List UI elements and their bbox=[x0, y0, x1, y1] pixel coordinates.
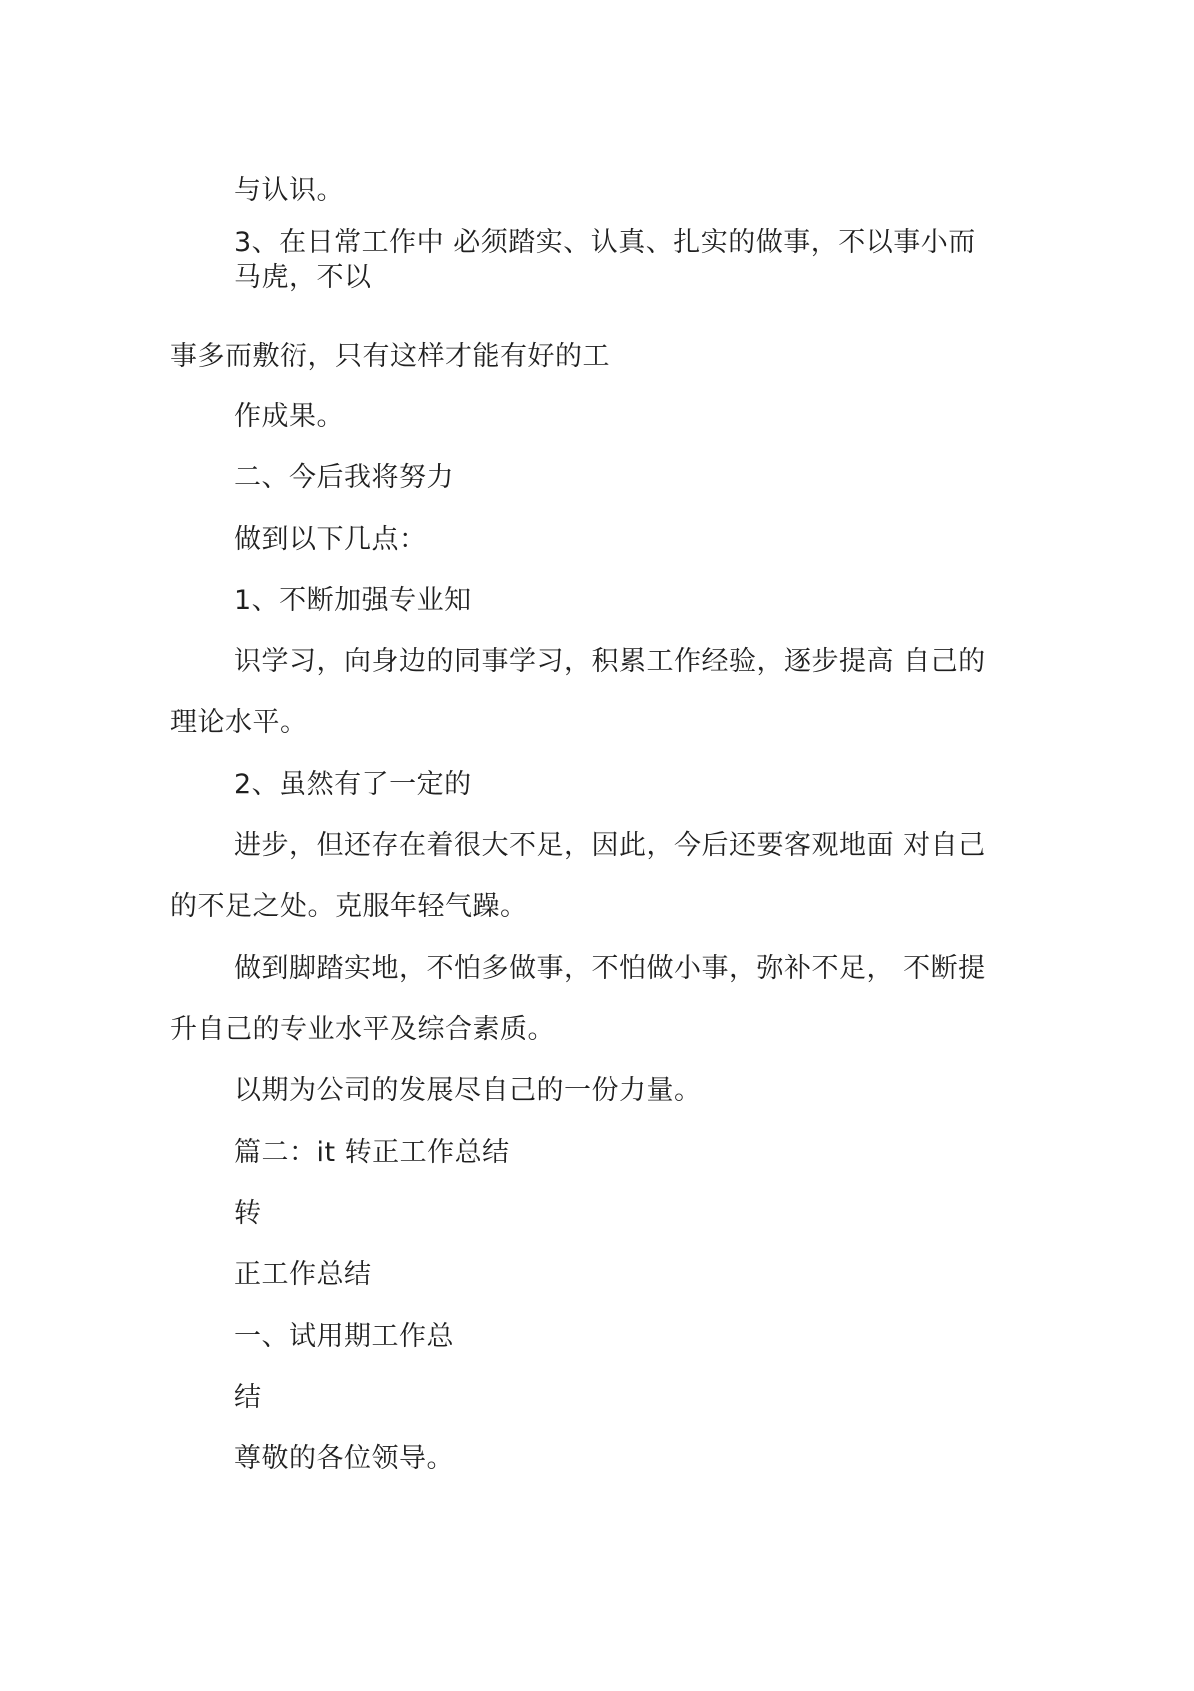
text-line: 3、在日常工作中 必须踏实、认真、扎实的做事，不以事小而 bbox=[234, 227, 976, 258]
text-line: 作成果。 bbox=[234, 401, 344, 432]
section-heading: 篇二：it 转正工作总结 bbox=[234, 1137, 510, 1168]
text-line: 尊敬的各位领导。 bbox=[234, 1443, 454, 1474]
text-line: 转 bbox=[234, 1198, 262, 1229]
text-line: 进步，但还存在着很大不足，因此，今后还要客观地面 对自己 bbox=[234, 830, 986, 861]
text-line: 识学习，向身边的同事学习，积累工作经验，逐步提高 自己的 bbox=[234, 646, 986, 677]
text-line: 正工作总结 bbox=[234, 1259, 372, 1290]
text-line: 与认识。 bbox=[234, 175, 344, 206]
text-line: 的不足之处。克服年轻气躁。 bbox=[170, 891, 528, 922]
text-line: 结 bbox=[234, 1382, 262, 1413]
text-line: 做到以下几点： bbox=[234, 524, 427, 555]
text-line: 一、试用期工作总 bbox=[234, 1321, 454, 1352]
text-line: 马虎，不以 bbox=[234, 262, 372, 293]
text-line: 以期为公司的发展尽自己的一份力量。 bbox=[234, 1075, 702, 1106]
text-line: 升自己的专业水平及综合素质。 bbox=[170, 1014, 555, 1045]
text-line: 理论水平。 bbox=[170, 707, 308, 738]
text-line: 事多而敷衍，只有这样才能有好的工 bbox=[170, 341, 610, 372]
text-line: 做到脚踏实地，不怕多做事，不怕做小事，弥补不足， 不断提 bbox=[234, 953, 986, 984]
text-line: 1、不断加强专业知 bbox=[234, 585, 472, 616]
text-line: 二、今后我将努力 bbox=[234, 462, 454, 493]
text-line: 2、虽然有了一定的 bbox=[234, 769, 472, 800]
